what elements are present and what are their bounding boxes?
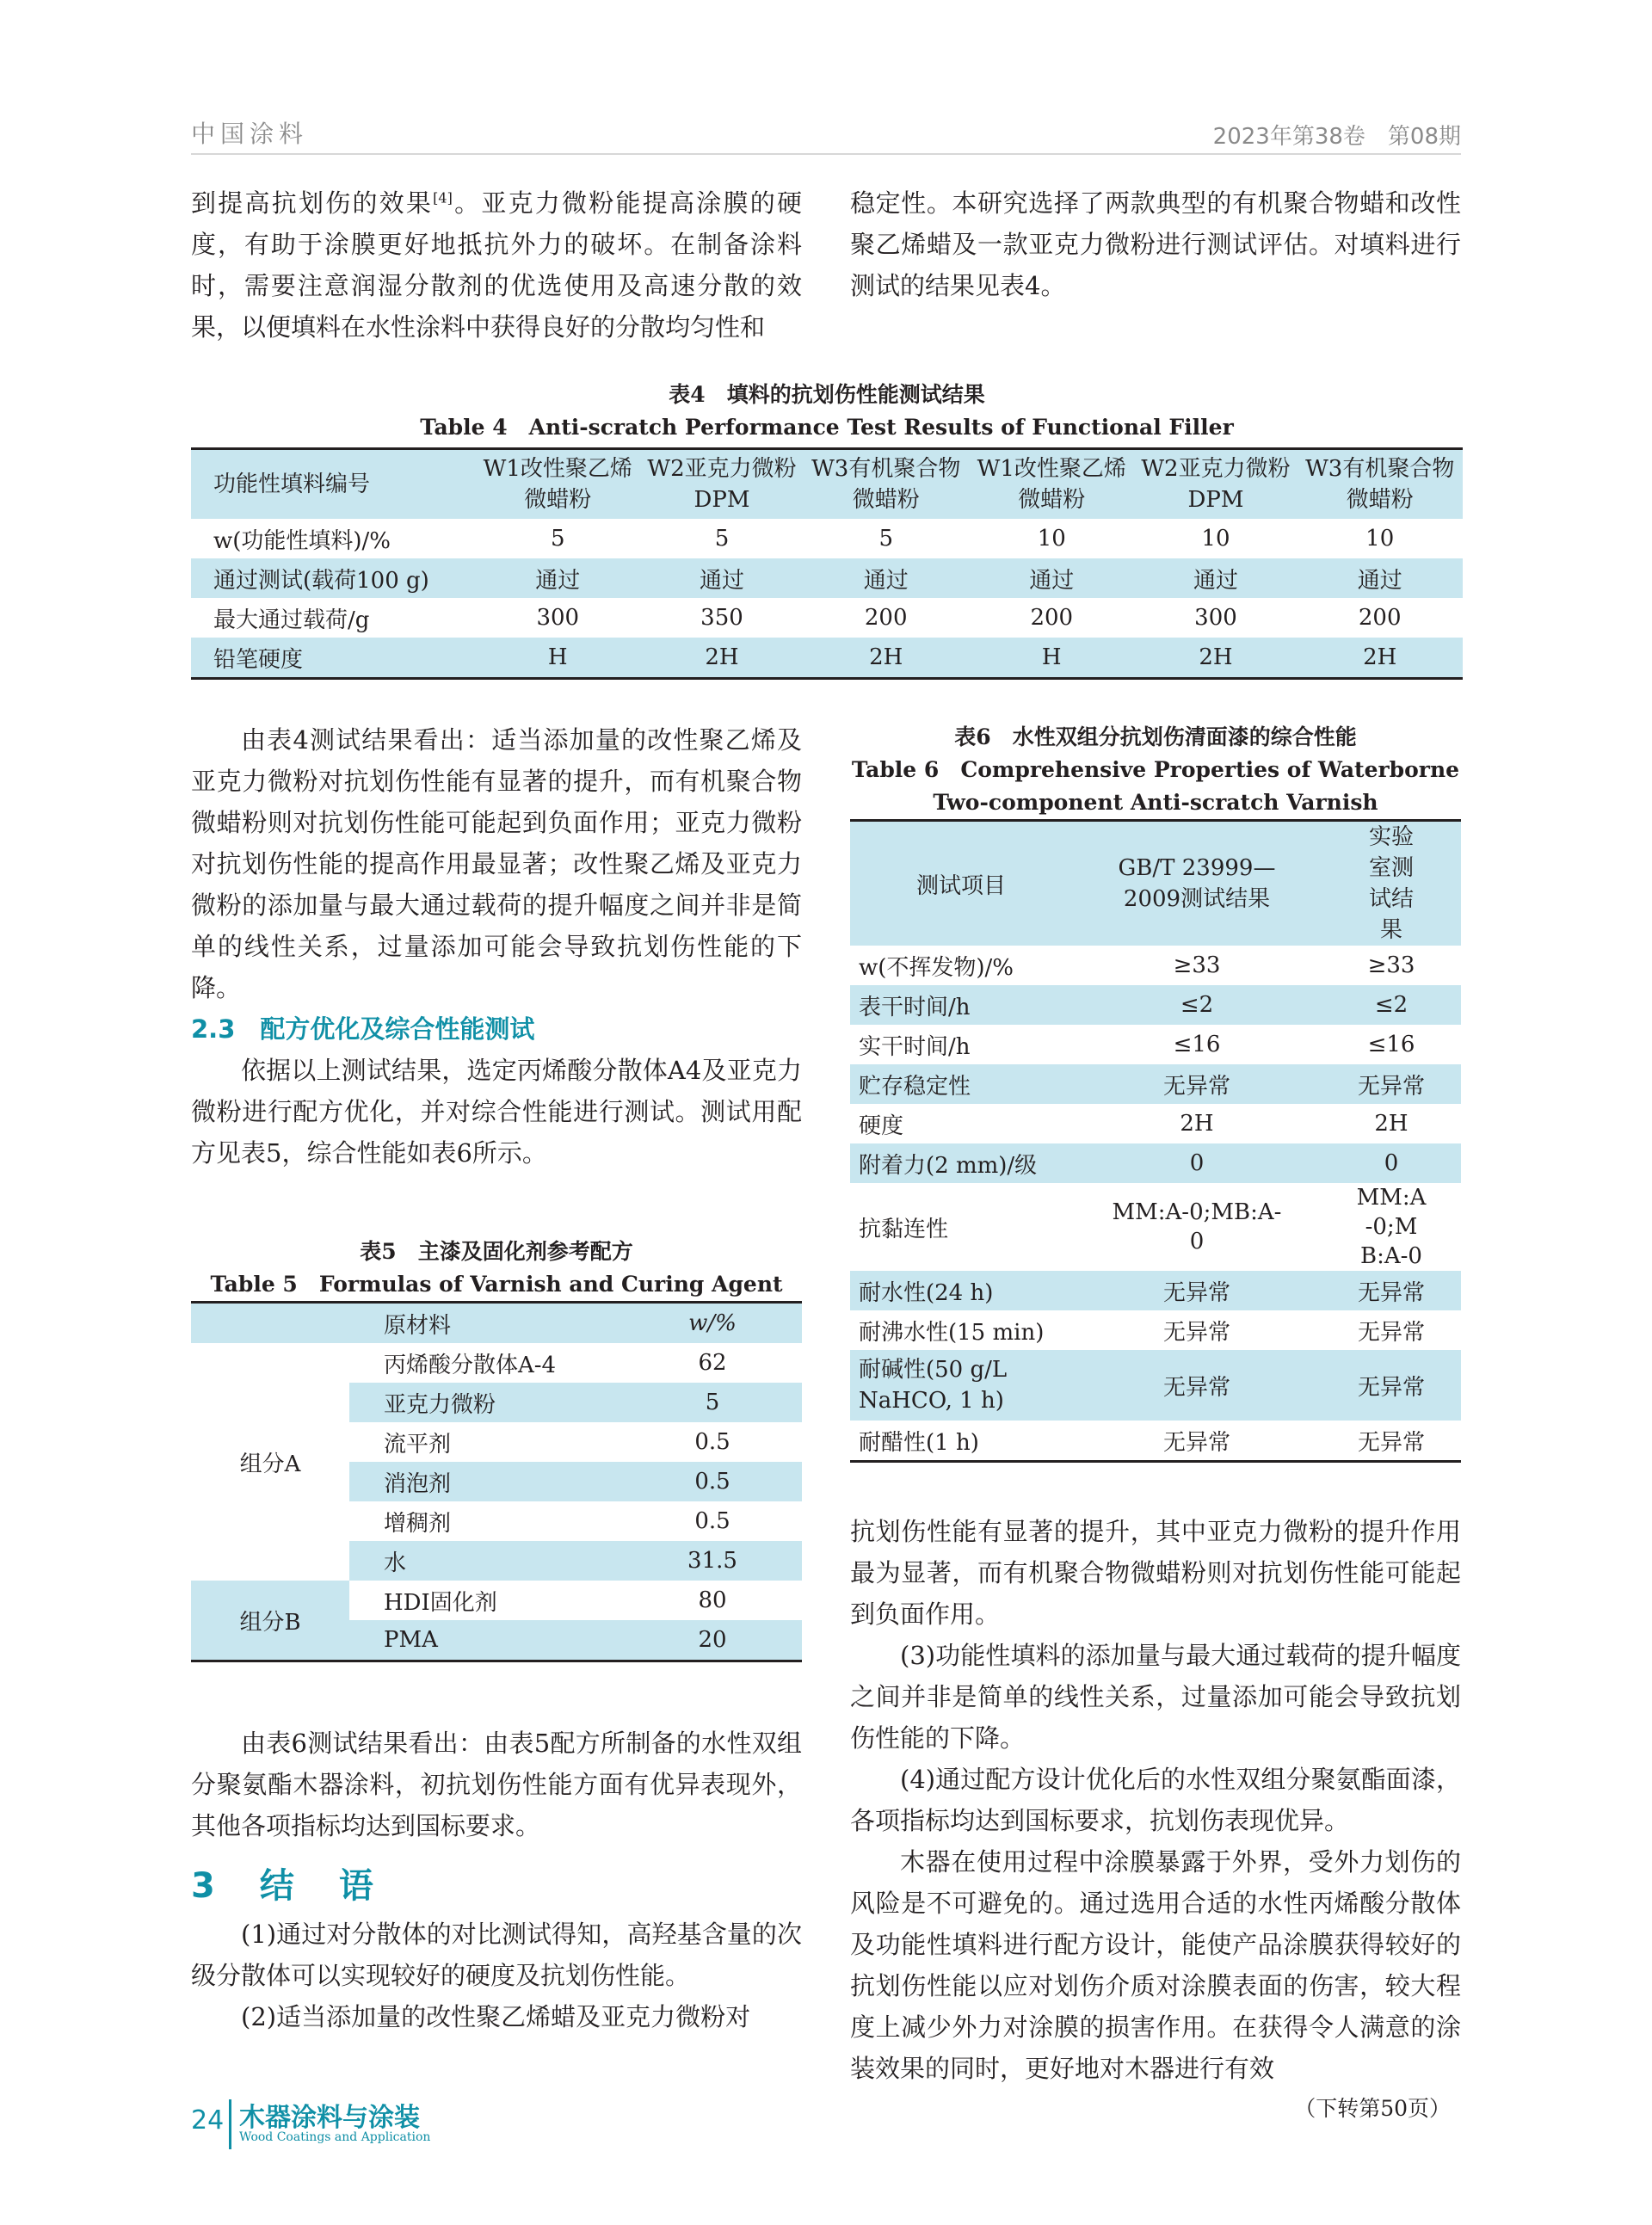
table6-cell: 抗黏连性: [859, 1216, 949, 1242]
table4-cell: H: [1041, 644, 1062, 670]
table6-header-cell: 测试项目: [915, 872, 1006, 899]
table5-cell: 20: [698, 1627, 727, 1653]
table-row: [850, 1310, 1461, 1350]
paragraph: 木器在使用过程中涂膜暴露于外界，受外力划伤的风险是不可避免的。通过选用合适的水性丙烯酸分散体及功能性填料进行配方设计，能使产品涂膜获得较好的抗划伤性能以应对划伤介质对涂膜表面的伤害，较大程度上减少外力对涂膜的损害作用。在获得令人满意的涂装效果的同时，更好地对木器进行有效: [850, 1847, 1461, 2083]
table5-cell: 0.5: [694, 1429, 730, 1455]
table5-cell: 62: [698, 1350, 727, 1376]
table5-group-a: 组分A: [239, 1451, 301, 1477]
table6-cell: ≥33: [1173, 952, 1221, 978]
table4-cell: 5: [878, 526, 893, 552]
table6-cell: 无异常: [1162, 1073, 1230, 1100]
table4-header-cell: W2亚克力微粉DPM: [647, 456, 797, 513]
table5-corner: [191, 1303, 349, 1344]
table6-cell: ≤2: [1180, 992, 1214, 1018]
table6-cell: ≤2: [1374, 992, 1409, 1018]
table5: [191, 1301, 802, 1662]
table4-cell: 300: [536, 605, 580, 631]
table4-cell: 通过: [535, 567, 581, 594]
table4: [191, 447, 1463, 680]
footer-divider: [229, 2099, 231, 2149]
table6-cell: 耐碱性(50 g/L NaHCO, 1 h): [859, 1357, 1008, 1414]
table4-header-cell: W1改性聚乙烯微蜡粉: [977, 456, 1126, 513]
section-heading-2-3: 2.3 配方优化及综合性能测试: [191, 1014, 535, 1044]
table5-cell: 5: [705, 1390, 720, 1415]
paragraph: 依据以上测试结果，选定丙烯酸分散体A4及亚克力微粉进行配方优化，并对综合性能进行测试。测试用配方见表5，综合性能如表6所示。: [191, 1056, 802, 1168]
table4-cell: 2H: [705, 644, 739, 670]
table-row: [850, 1143, 1461, 1183]
table6-caption-en-2: Two-component Anti-scratch Varnish: [933, 790, 1378, 815]
table-row: [191, 1343, 802, 1383]
footer-journal-title: 木器涂料与涂装: [239, 2103, 420, 2133]
table6-header-cell: GB/T 23999—2009测试结果: [1118, 855, 1276, 912]
header-divider: [191, 153, 1461, 155]
table5-cell: HDI固化剂: [384, 1589, 497, 1616]
table5-cell: 流平剂: [384, 1431, 452, 1458]
table5-cell: 水: [384, 1550, 407, 1576]
paragraph: (1)通过对分散体的对比测试得知，高羟基含量的次级分散体可以实现较好的硬度及抗划伤性能。: [191, 1920, 802, 1990]
page-number: 24: [191, 2105, 225, 2136]
section-heading-3: 3 结 语: [191, 1866, 379, 1906]
table4-cell: 200: [864, 605, 908, 631]
table5-header-cell: w/%: [623, 1303, 802, 1344]
table6: [850, 819, 1461, 1463]
journal-name: 中国涂料: [191, 120, 309, 148]
table6-cell: 附着力(2 mm)/级: [859, 1152, 1038, 1179]
table4-cell: 10: [1037, 526, 1066, 552]
table5-caption-en: Table 5 Formulas of Varnish and Curing Agent: [210, 1272, 783, 1297]
paragraph: 由表6测试结果看出：由表5配方所制备的水性双组分聚氨酯木器涂料，初抗划伤性能方面有优异表现外，其他各项指标均达到国标要求。: [191, 1729, 802, 1840]
footer-journal-subtitle: Wood Coatings and Application: [239, 2130, 431, 2144]
table-row: [850, 1025, 1461, 1064]
table6-cell: 表干时间/h: [859, 994, 971, 1020]
table4-header-cell: 功能性填料编号: [213, 472, 371, 497]
table4-header-cell: W1改性聚乙烯微蜡粉: [483, 456, 632, 513]
table4-cell: 5: [551, 526, 565, 552]
table4-header-cell: W3有机聚合物微蜡粉: [811, 456, 961, 513]
table6-cell: ≤16: [1173, 1032, 1221, 1057]
table5-caption-cn: 表5 主漆及固化剂参考配方: [360, 1239, 633, 1264]
table6-cell: 0: [1384, 1150, 1399, 1176]
table4-cell: 最大通过载荷/g: [213, 607, 370, 633]
table6-cell: 无异常: [1162, 1429, 1230, 1456]
table4-cell: w(功能性填料)/%: [213, 527, 391, 554]
table6-cell: 2H: [1180, 1111, 1214, 1137]
table5-cell: 消泡剂: [384, 1470, 452, 1497]
table6-cell: 耐水性(24 h): [859, 1279, 994, 1306]
table6-cell: MM:A-0;MB:A-0: [1112, 1199, 1282, 1254]
table-row: [850, 1104, 1461, 1143]
table4-cell: 200: [1030, 605, 1074, 631]
table4-header-cell: W3有机聚合物微蜡粉: [1305, 456, 1455, 513]
table5-cell: 增稠剂: [384, 1510, 452, 1537]
top-right-paragraph: 稳定性。本研究选择了两款典型的有机聚合物蜡和改性聚乙烯蜡及一款亚克力微粉进行测试评估。对填料进行测试的结果见表4。: [850, 188, 1461, 300]
table4-caption-en: Table 4 Anti-scratch Performance Test Results of Functional Filler: [420, 415, 1234, 440]
table6-cell: 无异常: [1357, 1073, 1425, 1100]
top-left-text-a: 到提高抗划伤的效果: [191, 188, 434, 218]
table5-cell: 31.5: [687, 1548, 737, 1574]
table-row: [850, 1350, 1461, 1421]
continued-note: （下转第50页）: [1294, 2096, 1451, 2121]
table5-cell: 80: [698, 1587, 727, 1613]
top-left-column: [191, 182, 802, 348]
table-row: [850, 1064, 1461, 1104]
citation-ref: [4]: [433, 189, 453, 206]
table-row: [191, 1581, 802, 1620]
table6-cell: ≤16: [1367, 1032, 1415, 1057]
table6-cell: 无异常: [1162, 1374, 1230, 1401]
top-left-paragraph: [191, 182, 802, 348]
table4-cell: 通过: [1357, 567, 1402, 594]
table-row: [850, 1271, 1461, 1310]
table6-caption-cn: 表6 水性双组分抗划伤清面漆的综合性能: [954, 724, 1357, 749]
table6-cell: 贮存稳定性: [859, 1073, 971, 1100]
table4-cell: 10: [1201, 526, 1230, 552]
table5-cell: PMA: [384, 1627, 438, 1653]
issue-info: 2023年第38卷 第08期: [1212, 124, 1461, 150]
left-column-body: [191, 719, 802, 2037]
table4-cell: 铅笔硬度: [213, 646, 304, 673]
table4-cell: 200: [1358, 605, 1402, 631]
table6-cell: 2H: [1374, 1111, 1409, 1137]
table6-cell: MM:A-0;MB:A-0: [1356, 1185, 1427, 1269]
table4-cell: 2H: [1363, 644, 1397, 670]
table6-cell: 实干时间/h: [859, 1033, 971, 1060]
table6-cell: 无异常: [1357, 1279, 1425, 1306]
table4-cell: 350: [700, 605, 743, 631]
table4-header-cell: W2亚克力微粉DPM: [1141, 456, 1291, 513]
table6-header-cell: 实验室测试结果: [1368, 824, 1414, 943]
paragraph: 由表4测试结果看出：适当添加量的改性聚乙烯及亚克力微粉对抗划伤性能有显著的提升，而有机聚合物微蜡粉则对抗划伤性能可能起到负面作用；亚克力微粉对抗划伤性能的提高作用最显著；改性聚乙烯及亚克力微粉的添加量与最大通过载荷的提升幅度之间并非是简单的线性关系，过量添加可能会导致抗划伤性能的下降。: [191, 725, 802, 1002]
table6-cell: w(不挥发物)/%: [859, 954, 1014, 981]
paragraph: (4)通过配方设计优化后的水性双组分聚氨酯面漆，各项指标均达到国标要求，抗划伤表现优异。: [850, 1765, 1461, 1835]
table5-cell: 0.5: [694, 1508, 730, 1534]
paragraph: (2)适当添加量的改性聚乙烯蜡及亚克力微粉对: [241, 2002, 751, 2031]
table-row: [850, 985, 1461, 1025]
table6-cell: 硬度: [859, 1112, 904, 1139]
table6-cell: 0: [1189, 1150, 1205, 1176]
table4-cell: 通过: [863, 567, 909, 594]
table4-cell: 通过: [699, 567, 744, 594]
table6-cell: 无异常: [1357, 1374, 1425, 1401]
table4-caption-cn: 表4 填料的抗划伤性能测试结果: [669, 382, 985, 407]
table4-cell: 通过: [1193, 567, 1238, 594]
table5-cell: 丙烯酸分散体A-4: [384, 1352, 557, 1378]
top-left-text-b: 。亚克力微粉能提高涂膜的硬度，有助于涂膜更好地抵抗外力的破坏。在制备涂料时，需要注意润湿分散剂的优选使用及高速分散的效果，以便填料在水性涂料中获得良好的分散均匀性和: [191, 188, 802, 342]
table4-cell: 2H: [1199, 644, 1233, 670]
table6-cell: 无异常: [1357, 1319, 1425, 1346]
table4-cell: 通过测试(载荷100 g): [213, 567, 429, 594]
table5-header-cell: 原材料: [349, 1303, 623, 1344]
table-row: [191, 598, 1463, 638]
paragraph: 抗划伤性能有显著的提升，其中亚克力微粉的提升作用最为显著，而有机聚合物微蜡粉则对抗划伤性能可能起到负面作用。: [850, 1517, 1461, 1629]
right-column-body: [850, 721, 1461, 2129]
table4-cell: 通过: [1029, 567, 1075, 594]
table-row: [850, 1421, 1461, 1462]
table4-cell: 10: [1365, 526, 1395, 552]
table6-caption-en-1: Table 6 Comprehensive Properties of Waterborne: [851, 757, 1460, 782]
table-row: [191, 638, 1463, 679]
table-row: [191, 519, 1463, 558]
table-row: [850, 946, 1461, 985]
paragraph: (3)功能性填料的添加量与最大通过载荷的提升幅度之间并非是简单的线性关系，过量添加可能会导致抗划伤性能的下降。: [850, 1641, 1461, 1753]
table5-cell: 0.5: [694, 1469, 730, 1495]
table6-cell: ≥33: [1367, 952, 1415, 978]
table6-cell: 无异常: [1162, 1319, 1230, 1346]
table6-cell: 无异常: [1162, 1279, 1230, 1306]
table-row: [850, 1183, 1461, 1271]
table4-cell: H: [547, 644, 568, 670]
table4-cell: 300: [1194, 605, 1237, 631]
table5-cell: 亚克力微粉: [384, 1391, 496, 1418]
table-row: [191, 558, 1463, 598]
table6-cell: 无异常: [1357, 1429, 1425, 1456]
top-right-column: [850, 182, 1461, 306]
table6-cell: 耐沸水性(15 min): [859, 1319, 1045, 1346]
table4-cell: 5: [714, 526, 730, 552]
table6-cell: 耐醋性(1 h): [859, 1429, 979, 1456]
table4-cell: 2H: [869, 644, 903, 670]
table5-group-b: 组分B: [191, 1581, 349, 1661]
